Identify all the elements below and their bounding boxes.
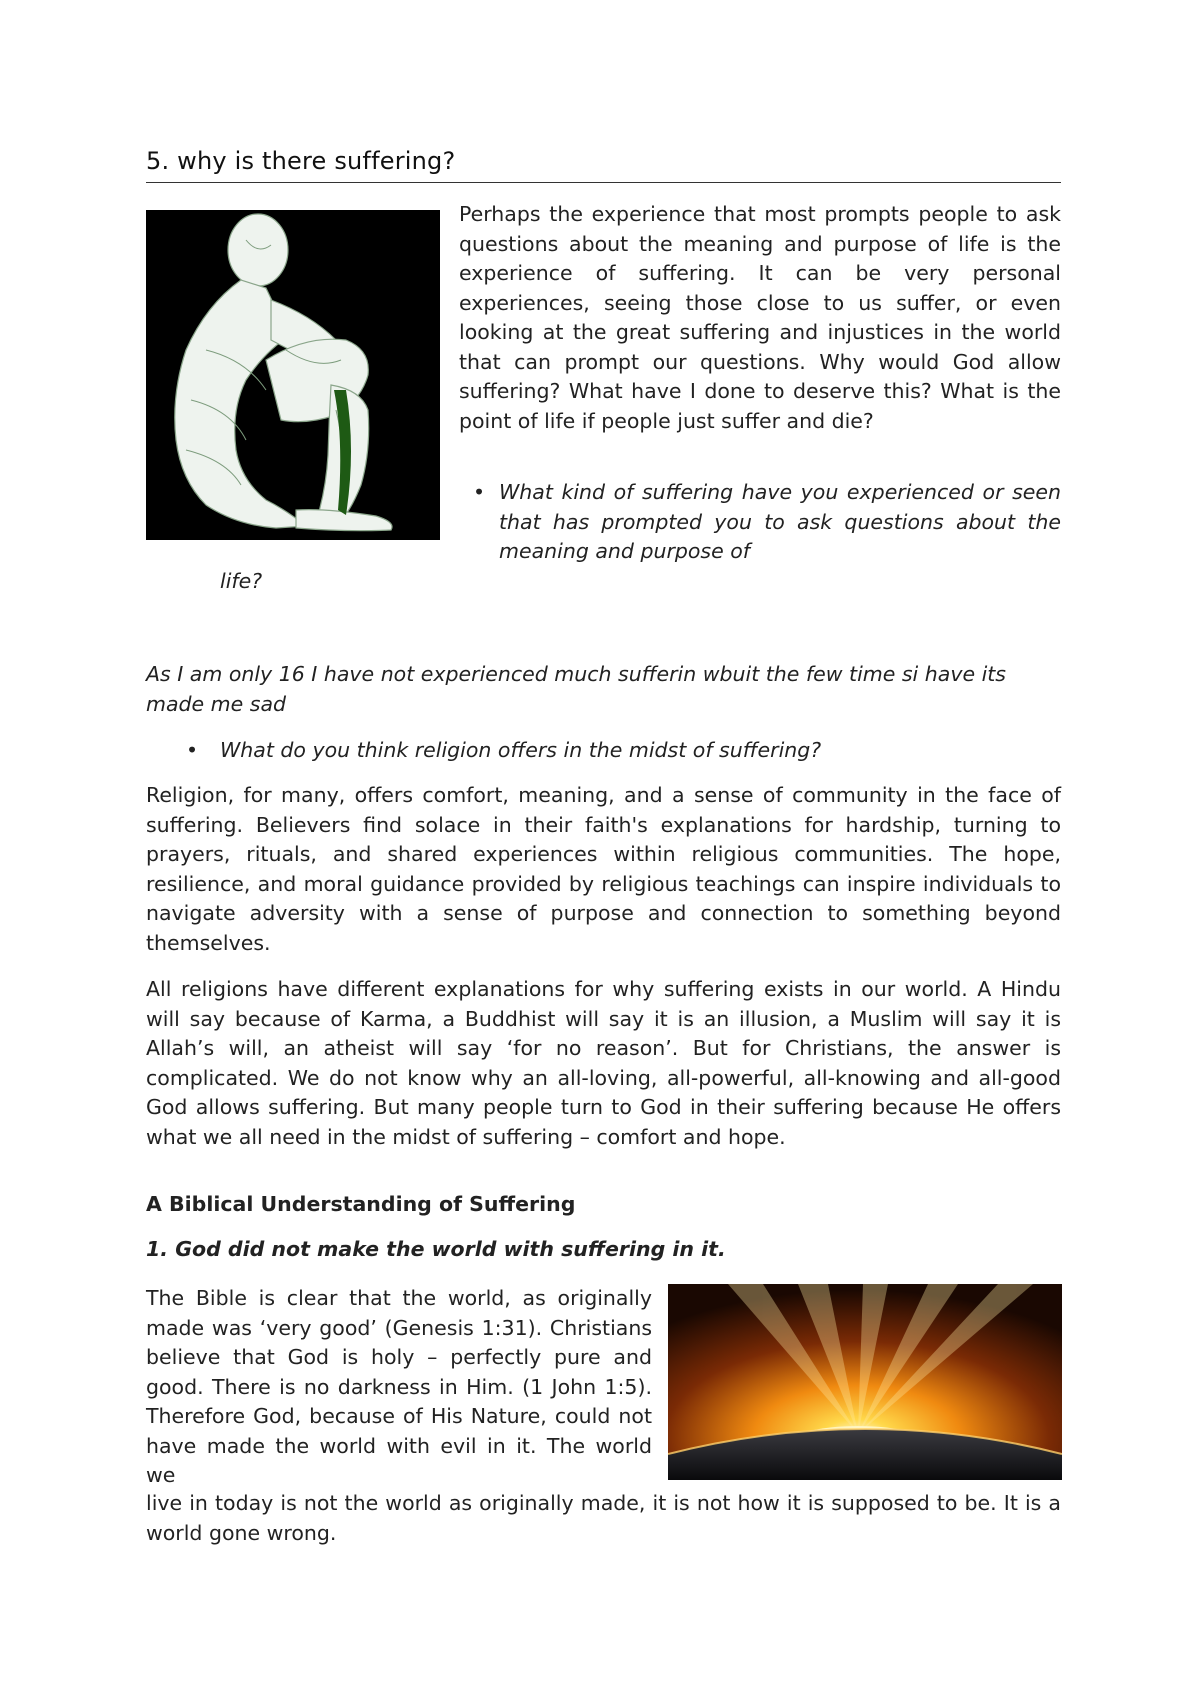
sitting-figure-icon (146, 210, 440, 540)
section-heading: A Biblical Understanding of Suffering (146, 1192, 576, 1216)
sunrise-icon (668, 1284, 1062, 1480)
paragraph-religion-comfort: Religion, for many, offers comfort, meaning, and a sense of community in the face of suffering. Believers find solace in their faith's explanations for hardship, turning to prayers, rituals, and shared experiences within religious communities. The hope, resilience, and moral guidance provided by religious teachings can inspire individuals to navigate adversity with a sense of purpose and connection to something beyond themselves. (146, 783, 1061, 955)
bullet-icon: • (186, 738, 199, 762)
paragraph-world-gone-wrong: live in today is not the world as originally made, it is not how it is supposed to be. It is a world gone wrong. (146, 1491, 1061, 1545)
question-2-text: What do you think religion offers in the midst of suffering? (220, 738, 822, 762)
answer-1: As I am only 16 I have not experienced much sufferin wbuit the few time si have its made me sad (146, 662, 1006, 716)
sitting-figure-image (146, 210, 440, 540)
intro-paragraph: Perhaps the experience that most prompts people to ask questions about the meaning and purpose of life is the experience of suffering. It can be very personal experiences, seeing those close to us suffer, or even looking at the great suffering and injustices in the world that can prompt our questions. Why would God allow suffering? What have I done to deserve this? What is the point of life if people just suffer and die? (459, 202, 1061, 433)
paragraph-genesis-wrapped: The Bible is clear that the world, as originally made was ‘very good’ (Genesis 1:31). Christians believe that God is holy – perfectly pure and good. There is no darkness in Him. (1 John 1:5). Therefore God, because of His Nature, could not have made the world with evil in it. The world we (146, 1286, 652, 1487)
bullet-icon: • (473, 480, 486, 504)
question-1 (473, 478, 1061, 567)
question-1-text: What kind of suffering have you experienced or seen that has prompted you to ask questions about the meaning and purpose of (499, 480, 1061, 563)
page-title: 5. why is there suffering? (146, 144, 1061, 183)
sunrise-image (668, 1284, 1062, 1480)
point-1-heading: 1. God did not make the world with suffering in it. (146, 1237, 726, 1261)
question-1-continuation: life? (220, 569, 263, 593)
paragraph-religions-explanations: All religions have different explanations for why suffering exists in our world. A Hindu will say because of Karma, a Buddhist will say it is an illusion, a Muslim will say it is Allah’s will, an atheist will say ‘for no reason’. But for Christians, the answer is complicated. We do not know why an all-loving, all-powerful, all-knowing and all-good God allows suffering. But many people turn to God in their suffering because He offers what we all need in the midst of suffering – comfort and hope. (146, 977, 1061, 1149)
question-2 (186, 736, 1061, 766)
